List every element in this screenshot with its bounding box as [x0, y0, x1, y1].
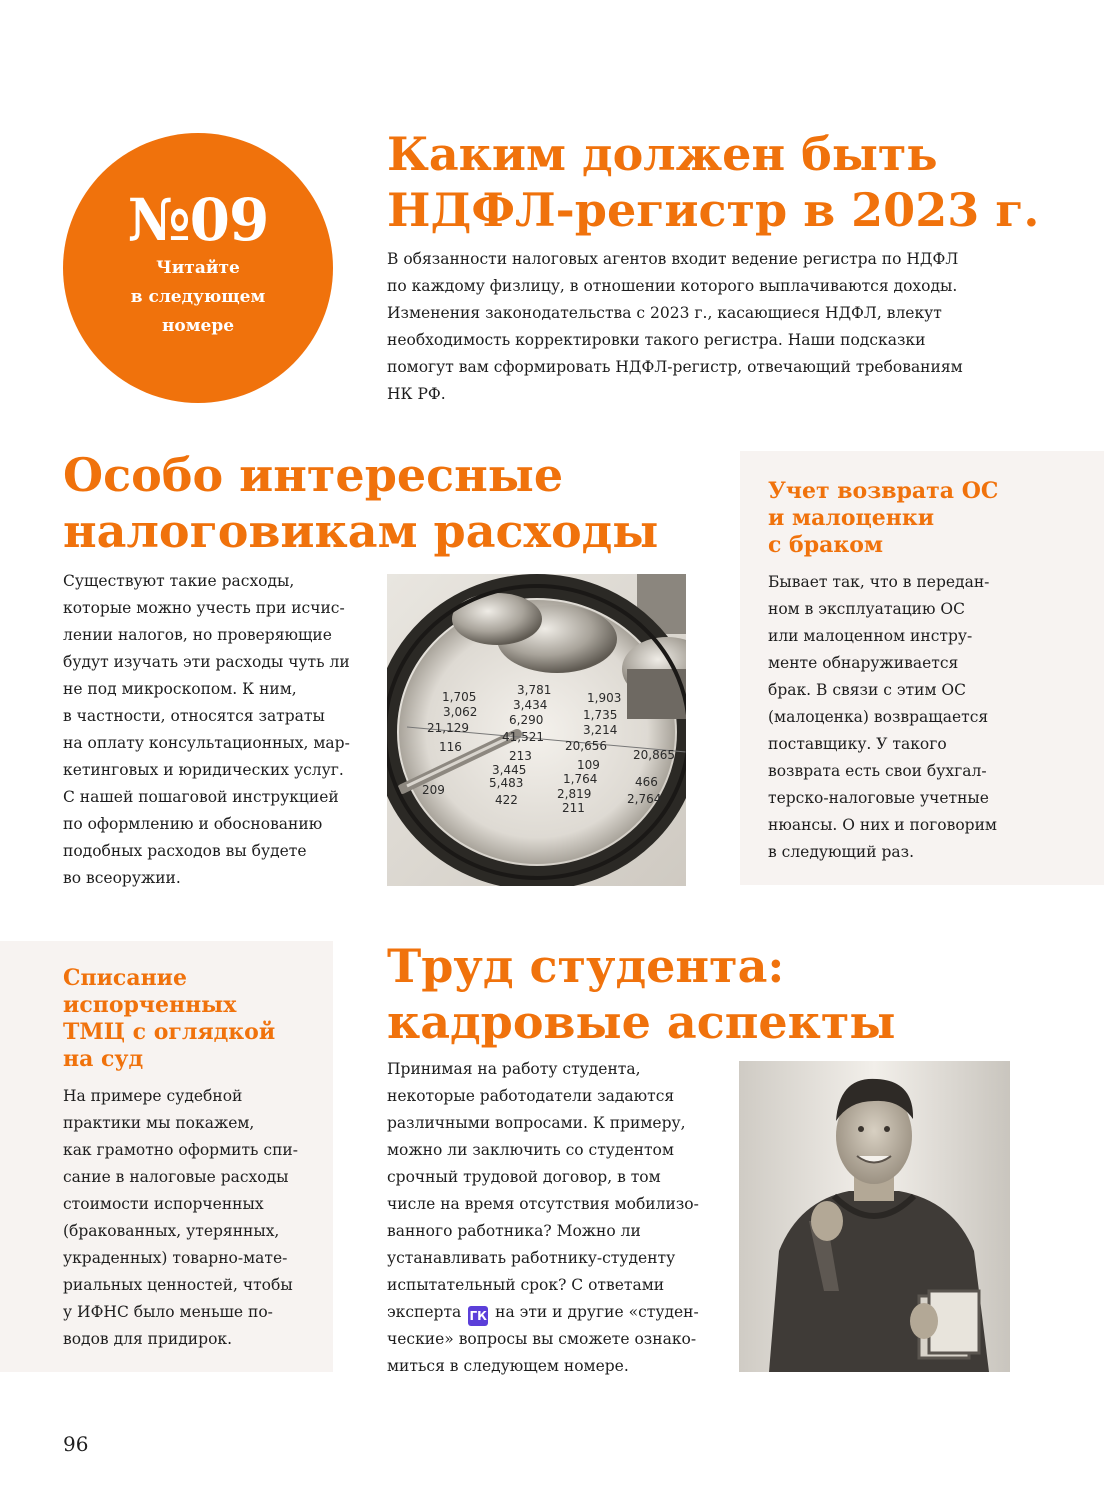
table-number: 213 — [509, 749, 532, 763]
body-line: миться в следующем номере. — [387, 1357, 629, 1375]
table-number: 5,483 — [489, 776, 524, 790]
student-illustration — [739, 1061, 1010, 1372]
table-number: 41,521 — [502, 730, 544, 744]
body-line: необходимость корректировки такого регистра. Наши подсказки — [387, 331, 926, 349]
body-line: некоторые работодатели задаются — [387, 1087, 675, 1105]
table-number: 2,764 — [627, 792, 662, 806]
body-line: Существуют такие расходы, — [63, 572, 295, 590]
body-line: различными вопросами. К примеру, — [387, 1114, 686, 1132]
body-line: возврата есть свои бухгал- — [768, 762, 987, 780]
article-body — [768, 569, 998, 866]
body-line: украденных) товарно-мате- — [63, 1249, 288, 1267]
body-line: поставщику. У такого — [768, 735, 947, 753]
table-number: 109 — [577, 758, 600, 772]
body-line: по оформлению и обоснованию — [63, 815, 323, 833]
expert-text: эксперта — [387, 1303, 462, 1321]
body-line: подобных расходов вы будете — [63, 842, 307, 860]
title-line: на суд — [63, 1046, 144, 1072]
article-title — [387, 126, 1039, 238]
body-line: стоимости испорченных — [63, 1195, 264, 1213]
table-number: 1,764 — [563, 772, 598, 786]
title-line: и малоценки — [768, 505, 935, 531]
table-number: 6,290 — [509, 713, 544, 727]
body-line: или малоценном инстру- — [768, 627, 973, 645]
page-number: 96 — [63, 1432, 89, 1456]
article-body — [63, 1083, 298, 1353]
article-title — [63, 447, 658, 559]
table-number: 3,781 — [517, 683, 552, 697]
table-number: 2,819 — [557, 787, 592, 801]
title-line: Списание — [63, 965, 187, 991]
table-number: 1,903 — [587, 691, 622, 705]
table-number: 20,656 — [565, 739, 607, 753]
title-line: ТМЦ с оглядкой — [63, 1019, 276, 1045]
body-line: риальных ценностей, чтобы — [63, 1276, 293, 1294]
body-line: На примере судебной — [63, 1087, 243, 1105]
magnifier-illustration — [387, 574, 686, 886]
badge-caption — [63, 254, 333, 341]
article-expenses — [63, 447, 658, 559]
body-line: во всеоружии. — [63, 869, 181, 887]
body-line: практики мы покажем, — [63, 1114, 255, 1132]
body-line: Бывает так, что в передан- — [768, 573, 990, 591]
body-line: С нашей пошаговой инструкцией — [63, 788, 339, 806]
article-student-labor — [387, 938, 895, 1050]
article-body — [63, 568, 350, 892]
body-line: числе на время отсутствия мобилизо- — [387, 1195, 699, 1213]
body-line: помогут вам сформировать НДФЛ-регистр, отвечающий требованиям — [387, 358, 963, 376]
body-line: устанавливать работнику-студенту — [387, 1249, 676, 1267]
body-line: Изменения законодательства с 2023 г., касающиеся НДФЛ, влекут — [387, 304, 942, 322]
body-line: ческие» вопросы вы сможете ознако- — [387, 1330, 697, 1348]
expert-text: на эти и другие «студен- — [495, 1303, 699, 1321]
badge-line: Читайте — [156, 258, 240, 278]
body-line: сание в налоговые расходы — [63, 1168, 289, 1186]
sidebar-box-return-assets — [740, 451, 1104, 885]
body-line: (малоценка) возвращается — [768, 708, 989, 726]
body-line: НК РФ. — [387, 385, 446, 403]
table-number: 3,214 — [583, 723, 618, 737]
sidebar-box-spoiled-goods — [0, 941, 333, 1372]
article-body — [387, 246, 1039, 408]
table-number: 3,434 — [513, 698, 548, 712]
title-line: испорченных — [63, 992, 237, 1018]
body-line: испытательный срок? С ответами — [387, 1276, 665, 1294]
next-issue-badge — [63, 133, 333, 403]
title-line: налоговикам расходы — [63, 504, 659, 558]
article-ndfl-register — [387, 126, 1039, 408]
badge-line: в следующем — [130, 287, 266, 307]
table-number: 3,445 — [492, 763, 527, 777]
title-line: Труд студента: — [387, 939, 785, 993]
body-line: на оплату консультационных, мар- — [63, 734, 350, 752]
magnifier-photo — [387, 574, 686, 886]
title-line: Особо интересные — [63, 448, 564, 502]
body-line: в частности, относятся затраты — [63, 707, 325, 725]
table-number: 20,865 — [633, 748, 675, 762]
body-line: водов для придирок. — [63, 1330, 233, 1348]
title-line: кадровые аспекты — [387, 995, 896, 1049]
title-line: НДФЛ-регистр в 2023 г. — [387, 183, 1040, 237]
article-title — [768, 478, 998, 559]
body-line: можно ли заключить со студентом — [387, 1141, 674, 1159]
body-line: брак. В связи с этим ОС — [768, 681, 966, 699]
article-title — [387, 938, 895, 1050]
body-line: В обязанности налоговых агентов входит ведение регистра по НДФЛ — [387, 250, 959, 268]
table-number: 466 — [635, 775, 658, 789]
body-line: у ИФНС было меньше по- — [63, 1303, 273, 1321]
body-line: не под микроскопом. К ним, — [63, 680, 297, 698]
body-line: будут изучать эти расходы чуть ли — [63, 653, 350, 671]
article-title — [63, 965, 298, 1073]
article-body — [387, 1056, 699, 1380]
table-number: 21,129 — [427, 721, 469, 735]
table-number: 116 — [439, 740, 462, 754]
body-line: кетинговых и юридических услуг. — [63, 761, 344, 779]
body-line: по каждому физлицу, в отношении которого выплачиваются доходы. — [387, 277, 958, 295]
body-line: терско-налоговые учетные — [768, 789, 989, 807]
student-photo — [739, 1061, 1010, 1372]
body-line: в следующий раз. — [768, 843, 915, 861]
table-number: 1,735 — [583, 708, 618, 722]
table-number: 3,062 — [443, 705, 478, 719]
badge-line: номере — [161, 316, 235, 336]
body-line: (бракованных, утерянных, — [63, 1222, 280, 1240]
title-line: с браком — [768, 532, 884, 558]
body-line: как грамотно оформить спи- — [63, 1141, 299, 1159]
body-line: менте обнаруживается — [768, 654, 959, 672]
title-line: Каким должен быть — [387, 127, 938, 181]
table-number: 1,705 — [442, 690, 477, 704]
body-line: ном в эксплуатацию ОС — [768, 600, 965, 618]
issue-number: №09 — [127, 186, 269, 254]
table-number: 422 — [495, 793, 518, 807]
body-line: Принимая на работу студента, — [387, 1060, 641, 1078]
title-line: Учет возврата ОС — [768, 478, 999, 504]
body-line: нюансы. О них и поговорим — [768, 816, 997, 834]
body-line: которые можно учесть при исчис- — [63, 599, 345, 617]
expert-logo-icon: ГК — [468, 1306, 488, 1326]
table-number: 211 — [562, 801, 585, 815]
body-line — [387, 1299, 699, 1326]
body-line: ванного работника? Можно ли — [387, 1222, 641, 1240]
body-line: срочный трудовой договор, в том — [387, 1168, 661, 1186]
table-number: 209 — [422, 783, 445, 797]
body-line: лении налогов, но проверяющие — [63, 626, 332, 644]
